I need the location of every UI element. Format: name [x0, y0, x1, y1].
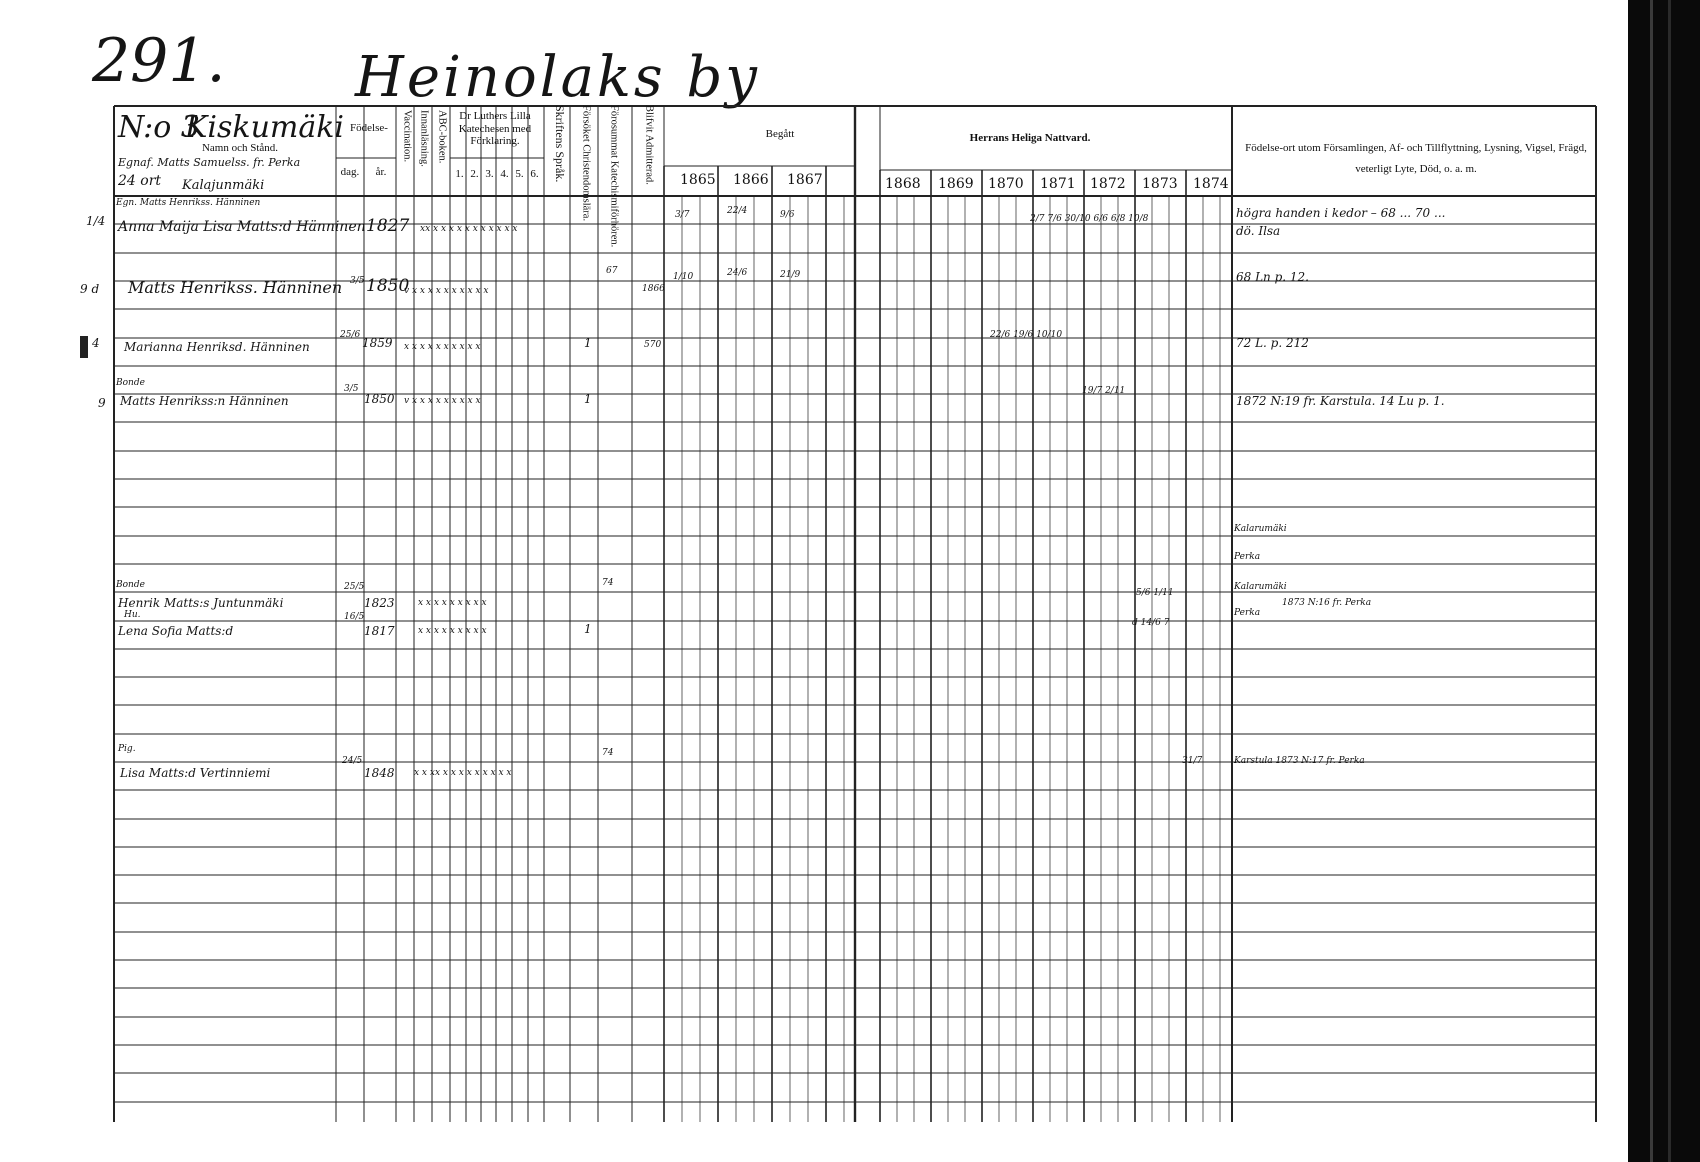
row-prefix: Hu. [124, 610, 141, 620]
row-marks: xx x x x x x x x x x x x [420, 224, 518, 234]
header-vaccination: Vaccination. [401, 110, 413, 163]
row-scripture: 1 [584, 392, 592, 406]
header-remarks: Födelse-ort utom Församlingen, Af- och Tillflyttning, Lysning, Vigsel, Frägd, veterligt Lyte, Död, o. a. m. [1245, 142, 1587, 175]
catechism-col: 1. [455, 168, 464, 180]
row-scripture: 1 [584, 336, 592, 350]
header-birth-year: år. [375, 166, 387, 178]
row-communion-1865: 1/10 [673, 272, 694, 282]
row-remark-2: dö. Ilsa [1236, 224, 1281, 238]
header-admitted: Blifvit Admitterad. [643, 105, 655, 185]
catechism-col: 2. [470, 168, 479, 180]
row-birth-year: 1850 [366, 276, 410, 296]
row-communion-later: 19/7 2/11 [1082, 386, 1126, 396]
year-label: 1865 [680, 172, 716, 188]
row-name: Matts Henrikss:n Hänninen [120, 394, 289, 408]
header-catechism: Dr Luthers Lilla Katechesen med Förklaring. [458, 110, 532, 148]
row-admitted: 1866 [642, 284, 665, 294]
row-communion-later: 31/7 [1182, 756, 1203, 766]
row-birth-year: 1827 [366, 216, 410, 236]
row-birth-year: 1817 [364, 624, 395, 638]
row-communion-later: 2/7 7/6 30/10 6/6 6/8 10/8 [1030, 214, 1149, 224]
row-communion-1867: 21/9 [780, 270, 801, 280]
row-left-mark: 9 d [80, 282, 100, 296]
household-note-3: Kalajunmäki [182, 178, 265, 193]
row-remark-c: Kalarumäki [1234, 582, 1287, 592]
row-marks: x x xx x x x x x x x x x [414, 768, 512, 778]
row-remark-a: Kalarumäki [1234, 524, 1287, 534]
row-communion-1865: 3/7 [675, 210, 690, 220]
row-remark: 68 Ln p. 12. [1236, 270, 1309, 284]
row-birth-year: 1823 [364, 596, 395, 610]
row-birth-day: 24/5 [342, 756, 363, 766]
scan-edge-streak [1668, 0, 1671, 1162]
row-communion-1867: 9/6 [780, 210, 795, 220]
header-name: Namn och Stånd. [201, 142, 279, 154]
page-number: 291. [92, 26, 226, 96]
row-exam: 74 [602, 578, 614, 588]
row-communion-1866: 22/4 [727, 206, 748, 216]
year-label: 1873 [1142, 176, 1178, 192]
scan-edge [1628, 0, 1700, 1162]
farm-name: Kiskumäki [185, 110, 345, 145]
row-admitted: 570 [644, 340, 662, 350]
scan-edge-streak [1650, 0, 1653, 1162]
row-name: Henrik Matts:s Juntunmäki [118, 596, 284, 610]
header-communion-right: Herrans Heliga Nattvard. [969, 132, 1091, 144]
household-note-2: 24 ort [118, 173, 162, 189]
row-remark: 1873 N:16 fr. Perka [1282, 598, 1372, 608]
header-inoculation: Innanläsning. [418, 110, 430, 167]
header-communion-left: Begått [765, 128, 795, 140]
header-birth: Födelse- [350, 122, 388, 134]
row-left-mark: 1/4 [86, 214, 106, 228]
row-birth-year: 1859 [362, 336, 393, 350]
row-scripture: 1 [584, 622, 592, 636]
row-name: Marianna Henriksd. Hänninen [124, 340, 310, 354]
row-marks: x x x x x x x x x [418, 626, 487, 636]
year-label: 1870 [988, 176, 1024, 192]
header-birth-day: dag. [340, 166, 360, 178]
year-label: 1871 [1040, 176, 1076, 192]
row-remark-b: Perka [1234, 552, 1261, 562]
row-remark: högra handen i kedor – 68 ... 70 ... [1236, 206, 1446, 220]
catechism-col: 3. [485, 168, 494, 180]
row-prefix: Egn. Matts Henrikss. Hänninen [116, 198, 261, 208]
margin-blot [80, 336, 88, 358]
year-label: 1869 [938, 176, 974, 192]
row-birth-day: 3/5 [350, 276, 365, 286]
row-communion-later: 5/6 1/11 [1136, 588, 1174, 598]
row-remark: 1872 N:19 fr. Karstula. 14 Lu p. 1. [1236, 394, 1445, 408]
row-name: Lena Sofia Matts:d [118, 624, 234, 638]
year-label: 1872 [1090, 176, 1126, 192]
row-birth-day: 16/5 [344, 612, 365, 622]
row-marks: x x x x x x x x x x [404, 342, 481, 352]
row-remark: Perka [1234, 608, 1261, 618]
row-marks: x x x x x x x x x [418, 598, 487, 608]
year-label: 1867 [787, 172, 823, 188]
year-label: 1868 [885, 176, 921, 192]
row-communion-later: 22/6 19/6 10/10 [990, 330, 1063, 340]
row-communion-later: d 14/6 7 [1132, 618, 1170, 628]
catechism-subcols [452, 168, 544, 181]
year-label: 1874 [1193, 176, 1229, 192]
row-remark: 72 L. p. 212 [1236, 336, 1309, 350]
catechism-col: 4. [500, 168, 509, 180]
row-birth-day: 25/5 [344, 582, 365, 592]
catechism-col: 5. [515, 168, 524, 180]
row-prefix: Bonde [116, 580, 145, 590]
row-birth-day: 3/5 [344, 384, 359, 394]
catechism-col: 6. [530, 168, 539, 180]
row-birth-year: 1850 [364, 392, 395, 406]
row-name: Lisa Matts:d Vertinniemi [120, 766, 271, 780]
household-note-1: Egnaf. Matts Samuelss. fr. Perka [118, 156, 301, 169]
row-left-mark: 9 [98, 396, 106, 410]
year-label: 1866 [733, 172, 769, 188]
header-exams: Förosummat Katechismiförhören. [608, 105, 620, 248]
header-abc: ABC-boken. [436, 110, 448, 164]
row-remark: Karstula 1873 N:17 fr. Perka [1234, 756, 1365, 766]
row-prefix: Pig. [118, 744, 136, 754]
row-birth-year: 1848 [364, 766, 395, 780]
row-left-mark: 4 [92, 336, 100, 350]
row-name: Anna Maija Lisa Matts:d Hänninen [118, 219, 366, 235]
row-marks: v x x x x x x x x x x [404, 286, 489, 296]
row-exam: 74 [602, 748, 614, 758]
row-marks: v x x x x x x x x x [404, 396, 481, 406]
row-birth-day: 25/6 [340, 330, 361, 340]
header-scripture: Skriftens Språk. [553, 105, 568, 183]
row-communion-1866: 24/6 [727, 268, 748, 278]
header-christianity: Försöket Christendomslära. [580, 105, 592, 222]
row-name: Matts Henrikss. Hänninen [128, 278, 343, 297]
village-name: Heinolaks by [355, 45, 760, 110]
household-number: N:o 3 [118, 110, 200, 145]
row-exam: 67 [606, 266, 618, 276]
row-prefix: Bonde [116, 378, 145, 388]
